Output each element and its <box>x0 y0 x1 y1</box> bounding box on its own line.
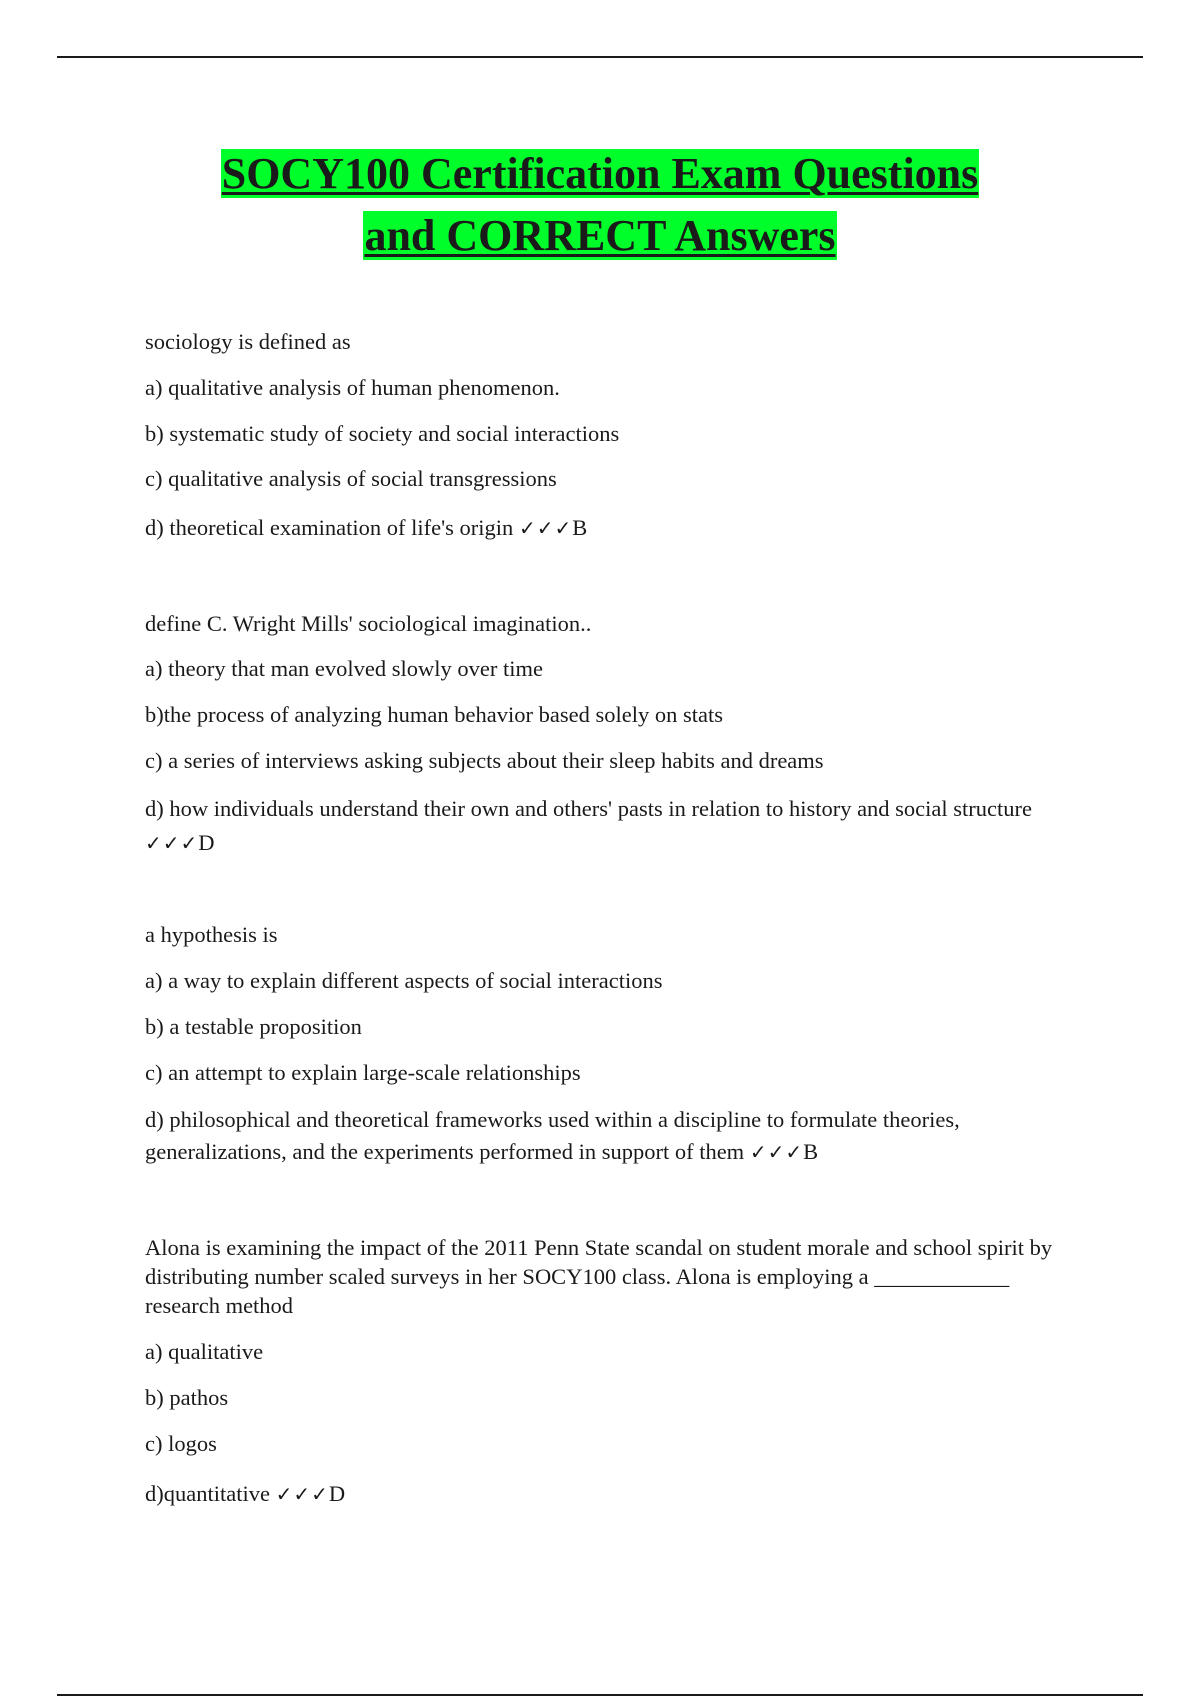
option-a: a) theory that man evolved slowly over time <box>145 656 544 681</box>
option-d: d)quantitative ✓✓✓D <box>145 1481 346 1506</box>
option-a: a) qualitative <box>145 1339 264 1364</box>
answer-letter: B <box>572 515 588 540</box>
option-c: c) logos <box>145 1431 217 1456</box>
option-b: b) systematic study of society and social interactions <box>145 421 620 446</box>
option-b: b)the process of analyzing human behavior based solely on stats <box>145 702 723 727</box>
title-line-1: SOCY100 Certification Exam Questions <box>221 149 979 198</box>
question-prompt: a hypothesis is <box>145 922 278 947</box>
check-marks-icon: ✓✓✓ <box>145 831 199 855</box>
document-title <box>0 143 1200 267</box>
option-d: d) theoretical examination of life's origin ✓✓✓B <box>145 515 588 540</box>
answer-letter: D <box>328 1481 346 1506</box>
top-rule <box>57 56 1143 58</box>
bottom-rule <box>57 1694 1143 1696</box>
question-prompt: define C. Wright Mills' sociological imagination.. <box>145 611 592 636</box>
option-c: c) a series of interviews asking subjects about their sleep habits and dreams <box>145 748 824 773</box>
option-b: b) a testable proposition <box>145 1014 362 1039</box>
option-a: a) qualitative analysis of human phenomenon. <box>145 375 560 400</box>
question-prompt: sociology is defined as <box>145 329 351 354</box>
question-1 <box>145 327 1055 543</box>
title-line-2: and CORRECT Answers <box>364 211 836 260</box>
answer-letter: D <box>198 830 215 855</box>
check-marks-icon: ✓✓✓ <box>518 516 573 540</box>
check-marks-icon: ✓✓✓ <box>749 1140 804 1164</box>
option-c: c) qualitative analysis of social transgressions <box>145 466 557 491</box>
question-prompt: Alona is examining the impact of the 2011 Penn State scandal on student morale and school spirit by distributing number scaled surveys in her SOCY100 class. Alona is employing a ____________ research method <box>145 1235 1053 1318</box>
option-d: d) philosophical and theoretical frameworks used within a discipline to formulate theories, generalizations, and the experiments performed in support of them ✓✓✓B <box>145 1107 960 1164</box>
answer-letter: B <box>803 1139 819 1164</box>
option-a: a) a way to explain different aspects of social interactions <box>145 968 663 993</box>
question-3 <box>145 920 1055 1168</box>
option-b: b) pathos <box>145 1385 229 1410</box>
option-c: c) an attempt to explain large-scale relationships <box>145 1060 581 1085</box>
option-d: d) how individuals understand their own and others' pasts in relation to history and social structure ✓✓✓D <box>145 796 1033 855</box>
check-marks-icon: ✓✓✓ <box>275 1482 329 1506</box>
question-4 <box>145 1233 1055 1509</box>
question-2 <box>145 609 1055 860</box>
